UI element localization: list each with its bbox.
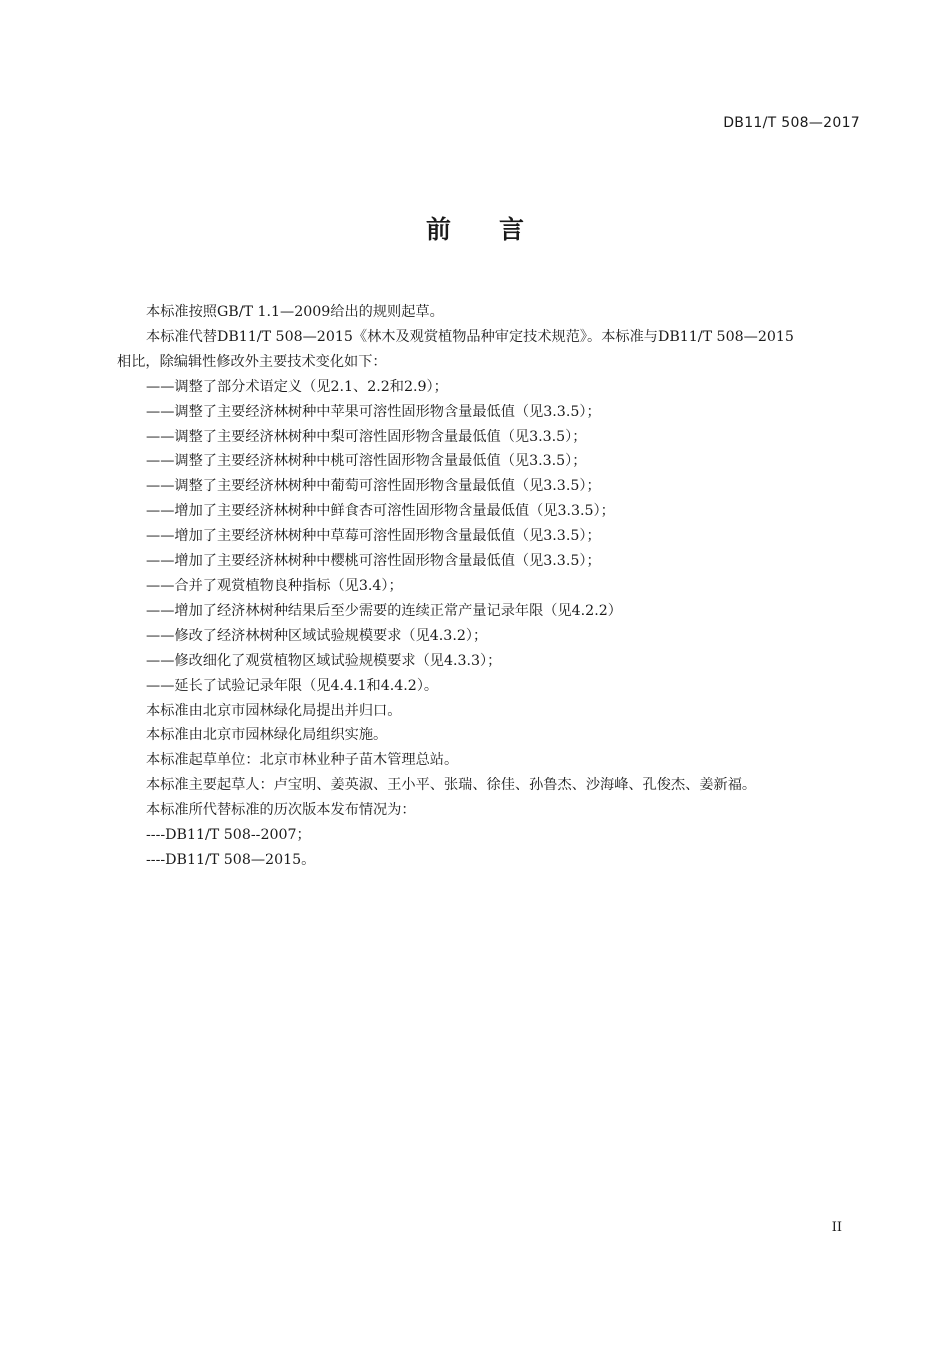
change-item: ——调整了主要经济林树种中梨可溶性固形物含量最低值（见3.3.5）； [146, 428, 587, 445]
change-item: ——调整了主要经济林树种中苹果可溶性固形物含量最低值（见3.3.5）； [146, 403, 601, 420]
change-item: ——修改细化了观赏植物区域试验规模要求（见4.3.3）； [146, 652, 502, 669]
change-item: ——增加了主要经济林树种中樱桃可溶性固形物含量最低值（见3.3.5）； [146, 553, 601, 570]
paragraph: 相比，除编辑性修改外主要技术变化如下： [117, 353, 387, 370]
change-item: ——增加了主要经济林树种中鲜食杏可溶性固形物含量最低值（见3.3.5）； [146, 503, 615, 520]
change-item: ——调整了主要经济林树种中葡萄可溶性固形物含量最低值（见3.3.5）； [146, 478, 601, 495]
change-item: ——修改了经济林树种区域试验规模要求（见4.3.2）； [146, 627, 488, 644]
version-history-item: ----DB11/T 508—2015。 [146, 851, 316, 868]
paragraph: 本标准主要起草人：卢宝明、姜英淑、王小平、张瑞、徐佳、孙鲁杰、沙海峰、孔俊杰、姜新福。 [146, 777, 757, 794]
document-code: DB11/T 508—2017 [723, 115, 860, 131]
change-item: ——增加了主要经济林树种中草莓可溶性固形物含量最低值（见3.3.5）； [146, 528, 601, 545]
paragraph: 本标准由北京市园林绿化局组织实施。 [146, 727, 388, 744]
change-item: ——增加了经济林树种结果后至少需要的连续正常产量记录年限（见4.2.2） [146, 602, 622, 619]
paragraph: 本标准按照GB/T 1.1—2009给出的规则起草。 [146, 304, 444, 320]
page-number: II [831, 1220, 842, 1235]
change-item: ——调整了部分术语定义（见2.1、2.2和2.9）； [146, 378, 448, 395]
change-item: ——调整了主要经济林树种中桃可溶性固形物含量最低值（见3.3.5）； [146, 453, 587, 470]
paragraph: 本标准由北京市园林绿化局提出并归口。 [146, 702, 402, 719]
change-item: ——延长了试验记录年限（见4.4.1和4.4.2）。 [146, 677, 439, 694]
paragraph: 本标准所代替标准的历次版本发布情况为： [146, 802, 416, 819]
paragraph: 本标准起草单位：北京市林业种子苗木管理总站。 [146, 752, 459, 769]
paragraph: 本标准代替DB11/T 508—2015《林木及观赏植物品种审定技术规范》。本标准与DB11/T 508—2015 [146, 328, 794, 345]
version-history-item: ----DB11/T 508--2007； [146, 827, 311, 844]
page-title: 前言 [425, 215, 572, 244]
preface-body [117, 300, 865, 873]
change-item: ——合并了观赏植物良种指标（见3.4）； [146, 577, 403, 594]
